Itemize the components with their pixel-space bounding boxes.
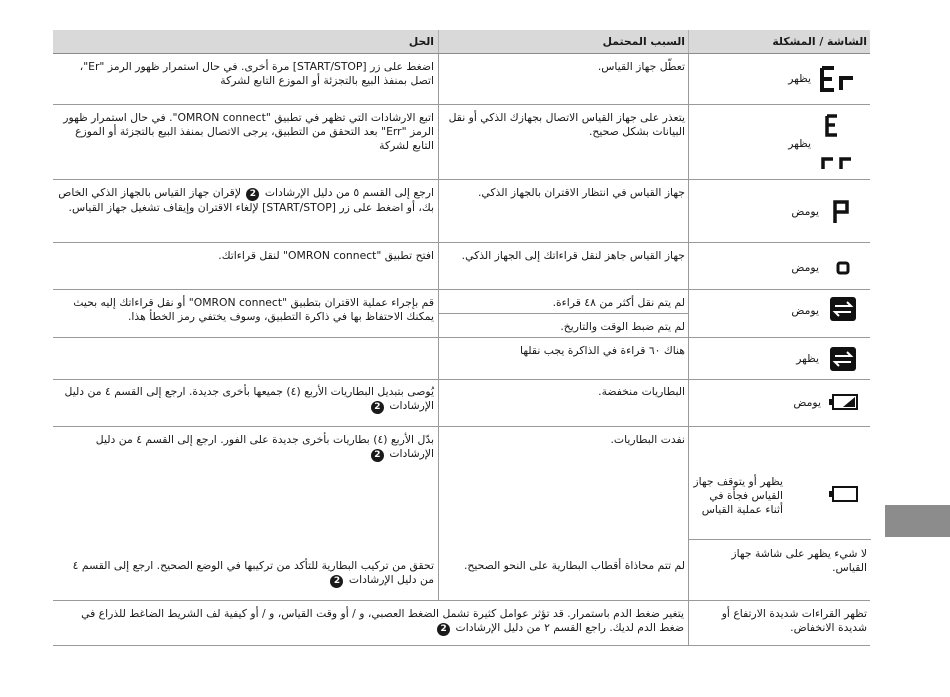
cause-text: البطاريات منخفضة. bbox=[598, 385, 685, 398]
cause-text: يتعذر على جهاز القياس الاتصال بجهازك الذكي أو نقل البيانات بشكل صحيح. bbox=[448, 111, 685, 138]
cause-text: لم تتم محاذاة أقطاب البطارية على النحو الصحيح. bbox=[463, 559, 685, 572]
ready-o-icon bbox=[833, 259, 853, 277]
pairing-p-icon bbox=[829, 198, 853, 226]
table-row-ready bbox=[53, 243, 870, 290]
reference-mark-icon: 2 bbox=[371, 401, 384, 414]
sync-arrows-icon bbox=[829, 346, 857, 372]
solution-text: اضغط على زر [START/STOP] مرة أخرى. في حال استمرار ظهور الرمز "Er"، اتصل بمنفذ البيع بالتجزئة أو الموزع التابع لشركة bbox=[79, 60, 434, 87]
table-row-err bbox=[53, 105, 870, 180]
divider bbox=[689, 539, 871, 540]
battery-low-icon bbox=[829, 393, 859, 411]
solution-text: يُوصى بتبديل البطاريات الأربع (٤) جميعها بأخرى جديدة. ارجع إلى القسم ٤ من دليل الإرشادات 2 bbox=[64, 385, 434, 412]
cause-text: هناك ٦٠ قراءة في الذاكرة يجب نقلها bbox=[520, 344, 685, 357]
err-error-icon bbox=[819, 113, 857, 171]
sync-arrows-icon bbox=[829, 296, 857, 322]
cause-text: لم يتم نقل أكثر من ٤٨ قراءة. bbox=[552, 296, 685, 309]
solution-text: بدّل الأربع (٤) بطاريات بأخرى جديدة على الفور. ارجع إلى القسم ٤ من دليل الإرشادات 2 bbox=[95, 433, 434, 460]
cause-text: نفدت البطاريات. bbox=[610, 433, 685, 446]
table-row-er bbox=[53, 54, 870, 105]
state-label: يومض bbox=[791, 304, 819, 317]
table-row-battery-empty bbox=[53, 427, 870, 601]
reference-mark-icon: 2 bbox=[246, 188, 259, 201]
table-row-battery-low bbox=[53, 379, 870, 427]
section-tab-marker bbox=[885, 505, 950, 537]
table-row-pairing bbox=[53, 180, 870, 243]
header-solution: الحل bbox=[408, 35, 434, 48]
solution-text: ارجع إلى القسم ٥ من دليل الإرشادات 2 لإقران جهاز القياس بالجهاز الذكي الخاص بك، أو اضغط على زر [START/STOP] لإلغاء الاقتران وإيقاف تشغيل جهاز القياس. bbox=[58, 186, 434, 214]
reference-mark-icon: 2 bbox=[330, 575, 343, 588]
reference-mark-icon: 2 bbox=[437, 623, 450, 636]
cause-text: جهاز القياس جاهز لنقل قراءاتك إلى الجهاز الذكي. bbox=[461, 249, 685, 262]
cause-text: جهاز القياس في انتظار الاقتران بالجهاز الذكي. bbox=[477, 186, 685, 199]
state-label: يومض bbox=[791, 205, 819, 218]
cause-text: تعطّل جهاز القياس. bbox=[597, 60, 685, 73]
solution-text: يتغير ضغط الدم باستمرار. قد تؤثر عوامل كثيرة تشمل الضغط العصبي، و / أو وقت القياس، و / أو كيفية لف الشريط الضاغط للذراع في ضغط الدم لديك. راجع القسم ٢ من دليل الإرشادات 2 bbox=[81, 607, 684, 634]
solution-text: افتح تطبيق "OMRON connect" لنقل قراءاتك. bbox=[218, 249, 434, 262]
table-header bbox=[53, 30, 870, 54]
divider bbox=[439, 313, 689, 314]
table-row-sync-blink bbox=[53, 290, 870, 337]
state-label: يظهر bbox=[796, 352, 819, 365]
table-row-readings bbox=[53, 601, 870, 646]
display-text: يظهر أو يتوقف جهاز القياس فجأة في أثناء عملية القياس bbox=[693, 475, 783, 516]
state-label: يظهر bbox=[788, 72, 811, 85]
battery-empty-icon bbox=[829, 485, 859, 503]
header-display: الشاشة / المشكلة bbox=[772, 35, 867, 48]
solution-text: قم بإجراء عملية الاقتران بتطبيق "OMRON connect" أو نقل قراءاتك إليه بحيث يمكنك الاحتفاظ بها في ذاكرة التطبيق، وسوف يختفي رمز الخطأ هذا. bbox=[73, 296, 434, 323]
cause-text: لم يتم ضبط الوقت والتاريخ. bbox=[560, 320, 685, 333]
display-text: تظهر القراءات شديدة الارتفاع أو شديدة الانخفاض. bbox=[721, 607, 867, 634]
reference-mark-icon: 2 bbox=[371, 449, 384, 462]
table-row-sync-show bbox=[53, 337, 870, 380]
solution-text: اتبع الارشادات التي تظهر في تطبيق "OMRON connect". في حال استمرار ظهور الرمز "Err" بعد التحقق من التطبيق، يرجى الاتصال بمنفذ البيع بالتجزئة أو الموزع التابع لشركة bbox=[63, 111, 434, 152]
display-text: لا شيء يظهر على شاشة جهاز القياس. bbox=[731, 547, 867, 574]
state-label: يظهر bbox=[788, 137, 811, 150]
state-label: يومض bbox=[791, 261, 819, 274]
solution-text: تحقق من تركيب البطارية للتأكد من تركيبها في الوضع الصحيح. ارجع إلى القسم ٤ من دليل الإرشادات 2 bbox=[72, 559, 434, 586]
header-cause: السبب المحتمل bbox=[602, 35, 685, 48]
state-label: يومض bbox=[793, 396, 821, 409]
er-error-icon bbox=[819, 64, 857, 94]
